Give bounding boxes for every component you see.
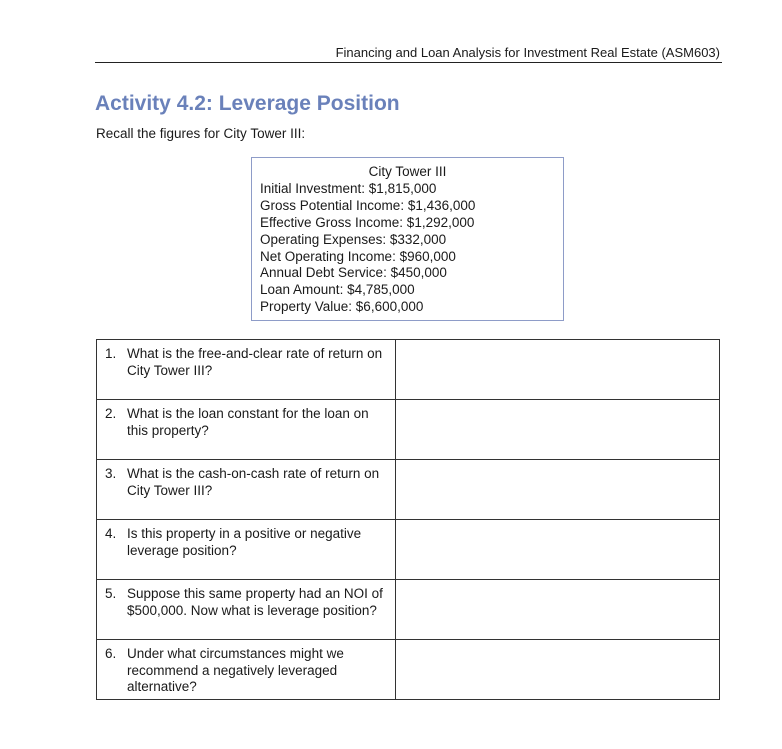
question-text: What is the free-and-clear rate of return on City Tower III? xyxy=(127,346,383,378)
page-header xyxy=(95,44,722,63)
question-text: Is this property in a positive or negative leverage position? xyxy=(127,526,362,558)
figure-loan-amount: Loan Amount: $4,785,000 xyxy=(260,282,415,298)
question-number: 2. xyxy=(105,406,117,421)
figure-gross-potential-income: Gross Potential Income: $1,436,000 xyxy=(260,197,476,213)
answer-cell[interactable] xyxy=(395,460,719,520)
property-figures-title: City Tower III xyxy=(368,164,447,179)
answer-cell[interactable] xyxy=(395,520,719,580)
figure-annual-debt-service: Annual Debt Service: $450,000 xyxy=(260,265,447,281)
question-cell xyxy=(97,400,396,460)
question-cell xyxy=(97,460,396,520)
figure-initial-investment: Initial Investment: $1,815,000 xyxy=(260,180,437,196)
question-number: 6. xyxy=(105,646,117,661)
answer-cell[interactable] xyxy=(395,580,719,640)
figure-effective-gross-income: Effective Gross Income: $1,292,000 xyxy=(260,214,475,230)
question-cell xyxy=(97,340,396,400)
question-text: What is the cash-on-cash rate of return on City Tower III? xyxy=(127,466,380,498)
question-number: 3. xyxy=(105,466,117,481)
question-cell xyxy=(97,520,396,580)
question-text: Suppose this same property had an NOI of $500,000. Now what is leverage position? xyxy=(127,586,383,618)
question-number: 1. xyxy=(105,346,117,361)
figure-net-operating-income: Net Operating Income: $960,000 xyxy=(260,248,456,264)
property-figures-box xyxy=(251,157,564,321)
header-text: Financing and Loan Analysis for Investment Real Estate (ASM603) xyxy=(335,45,720,60)
questions-table xyxy=(96,339,720,700)
figure-operating-expenses: Operating Expenses: $332,000 xyxy=(260,231,447,247)
answer-cell[interactable] xyxy=(395,640,719,700)
answer-cell[interactable] xyxy=(395,400,719,460)
question-cell xyxy=(97,640,396,700)
intro-text: Recall the figures for City Tower III: xyxy=(96,126,306,141)
activity-title: Activity 4.2: Leverage Position xyxy=(95,92,400,115)
table-row xyxy=(97,400,720,460)
question-number: 5. xyxy=(105,586,117,601)
question-text: What is the loan constant for the loan on this property? xyxy=(127,406,369,438)
table-row xyxy=(97,580,720,640)
table-row xyxy=(97,640,720,700)
figure-property-value: Property Value: $6,600,000 xyxy=(260,299,424,315)
table-row xyxy=(97,340,720,400)
question-cell xyxy=(97,580,396,640)
question-number: 4. xyxy=(105,526,117,541)
table-row xyxy=(97,460,720,520)
answer-cell[interactable] xyxy=(395,340,719,400)
table-row xyxy=(97,520,720,580)
question-text: Under what circumstances might we recommend a negatively leveraged alternative? xyxy=(127,646,344,694)
